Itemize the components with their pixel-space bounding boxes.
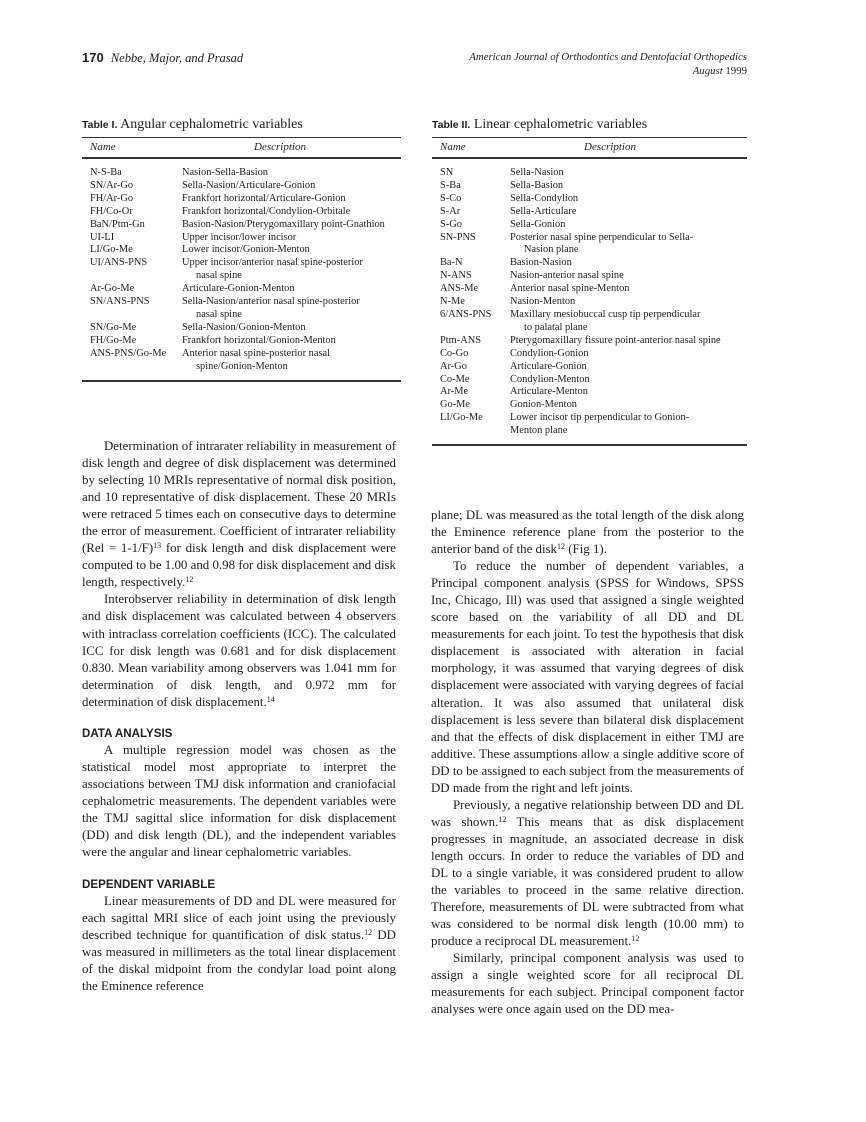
cell-name: SN/Ar-Go (90, 179, 134, 191)
page-number: 170 (82, 50, 104, 65)
column-header-name: Name (90, 141, 116, 153)
cell-name: UI-LI (90, 231, 115, 243)
description-text: Nasion-anterior nasal spine (510, 270, 624, 282)
issue-month: August (692, 65, 723, 77)
table-header (432, 138, 747, 157)
column-header-description: Description (584, 141, 636, 153)
cell-name: Ar-Me (440, 386, 469, 398)
table-header (82, 138, 401, 157)
paragraph-similarly: Similarly, principal component analysis was used to assign a single weighted score for all reciprocal DL measurements for each subject. Principal component factor analyses were once again used on the DD mea- (431, 951, 744, 1017)
table-body (432, 159, 747, 444)
cell-name: Ar-Go (440, 360, 467, 372)
table-row (82, 335, 401, 348)
cell-description (510, 361, 747, 374)
table-row (82, 167, 401, 180)
description-text: Basion-Nasion (510, 257, 572, 269)
table-row (82, 244, 401, 257)
journal-title: American Journal of Orthodontics and Dentofacial Orthopedics (469, 51, 747, 63)
cell-description (510, 193, 747, 206)
cell-description (510, 167, 747, 180)
cell-name: S-Ba (440, 179, 461, 191)
cell-name: Ar-Go-Me (90, 283, 135, 295)
table-row (432, 361, 747, 374)
cell-name: SN/ANS-PNS (90, 296, 150, 308)
heading-data-analysis: DATA ANALYSIS (82, 726, 173, 740)
description-text: Basion-Nasion/Pterygomaxillary point-Gnathion (182, 218, 385, 230)
description-text: Anterior nasal spine-Menton (510, 283, 630, 295)
paragraph-dependent-variable: Linear measurements of DD and DL were measured for each sagittal MRI slice of each joint using the previously described technique for quantification of disk status.$^{12}$ DD was measured in millimeters as the total linear displacement of the diskal midpoint from the condylar load point along the Eminence reference (82, 894, 396, 994)
description-text: Articulare-Gonion (510, 360, 587, 372)
table-row (82, 193, 401, 206)
paragraph-data-analysis: A multiple regression model was chosen as the statistical model most appropriate to interpret the associations between TMJ disk information and craniofacial cephalometric measurements. The dependent variables were the TMJ sagittal slice information for disk displacement (DD) and disk length (DL), and the independent variables were the angular and linear cephalometric variables. (82, 742, 396, 860)
cell-name: LI/Go-Me (440, 412, 483, 424)
table-row (82, 206, 401, 219)
cell-name: FH/Ar-Go (90, 192, 134, 204)
table-row (432, 335, 747, 348)
cell-name: UI/ANS-PNS (90, 257, 148, 269)
left-column (82, 438, 396, 995)
table-label: Table I. (82, 119, 118, 131)
table-row (432, 283, 747, 296)
description-text: Condylion-Gonion (510, 347, 589, 359)
paragraph-continued: plane; DL was measured as the total length of the disk along the Eminence reference plane from the posterior to the anterior band of the disk$^{12}$ (Fig 1). (431, 508, 744, 557)
right-column (431, 507, 744, 1018)
description-text: Condylion-Menton (510, 373, 590, 385)
cell-description (182, 167, 401, 180)
cell-description (510, 283, 747, 296)
cell-description (510, 219, 747, 232)
cell-description (182, 206, 401, 219)
description-text: Frankfort horizontal/Articulare-Gonion (182, 192, 346, 204)
table-row (432, 167, 747, 180)
table-row (82, 257, 401, 283)
table-label: Table II. (432, 119, 471, 131)
description-text: Frankfort horizontal/Gonion-Menton (182, 334, 336, 346)
description-text: Upper incisor/anterior nasal spine-posterior (182, 257, 363, 269)
table-linear-variables (432, 117, 747, 446)
running-head-left (82, 50, 243, 66)
description-continuation: spine/Gonion-Menton (196, 360, 288, 372)
description-text: Sella-Basion (510, 179, 564, 191)
description-text: Pterygomaxillary fissure point-anterior nasal spine (510, 334, 721, 346)
table-row (432, 232, 747, 258)
cell-name: SN (440, 167, 454, 178)
description-text: Articulare-Gonion-Menton (182, 283, 295, 295)
heading-dependent-variable: DEPENDENT VARIABLE (82, 878, 216, 892)
cell-description (510, 399, 747, 412)
cell-description (182, 335, 401, 348)
table-rule (432, 444, 747, 446)
issue-date (469, 64, 747, 78)
table-row (432, 257, 747, 270)
cell-name: S-Go (440, 218, 462, 230)
cell-description (510, 180, 747, 193)
table-row (432, 412, 747, 438)
cell-name: S-Co (440, 192, 462, 204)
table-row (432, 399, 747, 412)
cell-description (182, 180, 401, 193)
cell-name: S-Ar (440, 205, 461, 217)
table-row (82, 283, 401, 296)
cell-name: ANS-PNS/Go-Me (90, 347, 167, 359)
description-text: Sella-Articulare (510, 205, 577, 217)
cell-description (182, 244, 401, 257)
column-header-description: Description (254, 141, 306, 153)
cell-name: Ptm-ANS (440, 334, 481, 346)
table-row (432, 374, 747, 387)
table-row (82, 296, 401, 322)
cell-description (510, 374, 747, 387)
description-text: Lower incisor tip perpendicular to Gonion- (510, 412, 690, 424)
table-row (432, 270, 747, 283)
description-text: Anterior nasal spine-posterior nasal (182, 347, 331, 359)
cell-description (182, 322, 401, 335)
description-text: Sella-Nasion/Articulare-Gonion (182, 179, 316, 191)
table-title: Linear cephalometric variables (473, 117, 648, 132)
cell-description (182, 283, 401, 296)
cell-name: Co-Go (440, 347, 469, 359)
description-continuation: to palatal plane (524, 321, 588, 333)
cell-description (510, 386, 747, 399)
cell-description (182, 219, 401, 232)
table-row (432, 219, 747, 232)
table-row (82, 232, 401, 245)
description-text: Frankfort horizontal/Condylion-Orbitale (182, 205, 351, 217)
cell-description (510, 296, 747, 309)
table-angular-variables (82, 117, 401, 382)
description-text: Sella-Nasion/anterior nasal spine-posterior (182, 296, 360, 308)
table-row (82, 180, 401, 193)
cell-name: LI/Go-Me (90, 244, 133, 256)
cell-description (510, 309, 747, 335)
description-continuation: nasal spine (196, 270, 242, 282)
description-text: Sella-Condylion (510, 192, 579, 204)
cell-description (510, 335, 747, 348)
description-text: Sella-Nasion/Gonion-Menton (182, 321, 306, 333)
cell-name: N-ANS (440, 270, 472, 282)
cell-name: SN-PNS (440, 231, 476, 243)
issue-year: 1999 (725, 65, 747, 77)
table-row (432, 348, 747, 361)
cell-name: FH/Co-Or (90, 205, 133, 217)
description-text: Articulare-Menton (510, 386, 588, 398)
table-row (82, 348, 401, 374)
description-text: Lower incisor/Gonion-Menton (182, 244, 310, 256)
description-text: Upper incisor/lower incisor (182, 231, 297, 243)
running-head-right (469, 50, 747, 78)
description-text: Posterior nasal spine perpendicular to Sella- (510, 231, 694, 243)
cell-name: 6/ANS-PNS (440, 308, 492, 320)
cell-description (510, 348, 747, 361)
description-text: Nasion-Sella-Basion (182, 167, 268, 178)
cell-description (182, 232, 401, 245)
paragraph-intrarater: Determination of intrarater reliability in measurement of disk length and degree of disk displacement was determined by selecting 10 MRIs representative of normal disk position, and 10 representative of disk displacement. These 20 MRIs were retraced 5 times each on consecutive days to determine the error of measurement. Coefficient of intrarater reliability (Rel = 1-1/F)$^{13}$ for disk length and disk displacement were computed to be 1.00 and 0.98 for disk displacement and disk length, respectively.$^{12}$ (82, 439, 397, 590)
cell-description (182, 193, 401, 206)
description-continuation: Nasion plane (524, 244, 579, 256)
authors: Nebbe, Major, and Prasad (110, 51, 244, 65)
table-caption (82, 117, 401, 133)
cell-name: SN/Go-Me (90, 321, 137, 333)
table-body (82, 159, 401, 380)
cell-name: Ba-N (440, 257, 463, 269)
description-text: Maxillary mesiobuccal cusp tip perpendicular (510, 308, 701, 320)
table-row (82, 322, 401, 335)
column-header-name: Name (440, 141, 466, 153)
cell-description (510, 206, 747, 219)
cell-description (510, 270, 747, 283)
cell-name: BaN/Ptm-Gn (90, 218, 145, 230)
cell-name: FH/Go-Me (90, 334, 137, 346)
cell-description (510, 257, 747, 270)
paragraph-negative-relationship: Previously, a negative relationship between DD and DL was shown.$^{12}$ This means that as disk displacement progresses in magnitude, an associated decrease in disk length occurs. In order to reduce the variables of DD and DL to a single variable, it was considered prudent to allow the variables to proceed in the same relative direction. Therefore, measurements of DL were subtracted from what was considered to be normal disk length (10.00 mm) to produce a reciprocal DL measurement.$^{12}$ (431, 797, 744, 949)
cell-description (510, 232, 747, 258)
table-row (82, 219, 401, 232)
table-row (432, 386, 747, 399)
description-continuation: Menton plane (510, 425, 568, 437)
description-text: Nasion-Menton (510, 296, 576, 308)
description-continuation: nasal spine (196, 308, 242, 320)
table-row (432, 180, 747, 193)
cell-description (182, 348, 401, 374)
table-rule (82, 380, 401, 382)
description-text: Sella-Gonion (510, 218, 566, 230)
table-caption (432, 117, 747, 133)
cell-name: Co-Me (440, 373, 470, 385)
description-text: Gonion-Menton (510, 399, 577, 411)
cell-name: N-S-Ba (90, 167, 122, 178)
paragraph-principal-component: To reduce the number of dependent variables, a Principal component analysis (SPSS for Windows, SPSS Inc, Chicago, Ill) was used that assigned a single weighted score based on the variability of all DD and DL measurements for each joint. To test the hypothesis that disk displacement is associated with alteration in facial morphology, it was assumed that varying degrees of disk displacement were associated with varying degrees of facial alteration. It was also assumed that unilateral disk displacement is less severe than bilateral disk displacement and that the effects of disk displacement in either TMJ are additive. These assumptions allow a single additive score of DD to be assigned to each subject from the measurements of DD made from the right and left joints. (431, 559, 744, 795)
cell-description (182, 257, 401, 283)
cell-description (510, 412, 747, 438)
cell-name: Go-Me (440, 399, 471, 411)
cell-name: N-Me (440, 296, 465, 308)
table-row (432, 193, 747, 206)
cell-name: ANS-Me (440, 283, 479, 295)
table-row (432, 309, 747, 335)
cell-description (182, 296, 401, 322)
table-title: Angular cephalometric variables (120, 117, 303, 132)
description-text: Sella-Nasion (510, 167, 564, 178)
table-row (432, 206, 747, 219)
paragraph-interobserver: Interobserver reliability in determination of disk length and disk displacement was calculated between 4 observers with intraclass correlation coefficients (ICC). The calculated ICC for disk length was 0.681 and for disk displacement 0.830. Mean variability among observers was 1.041 mm for determination of disk length, and 0.972 mm for determination of disk displacement.$^{14}$ (82, 592, 396, 709)
table-row (432, 296, 747, 309)
